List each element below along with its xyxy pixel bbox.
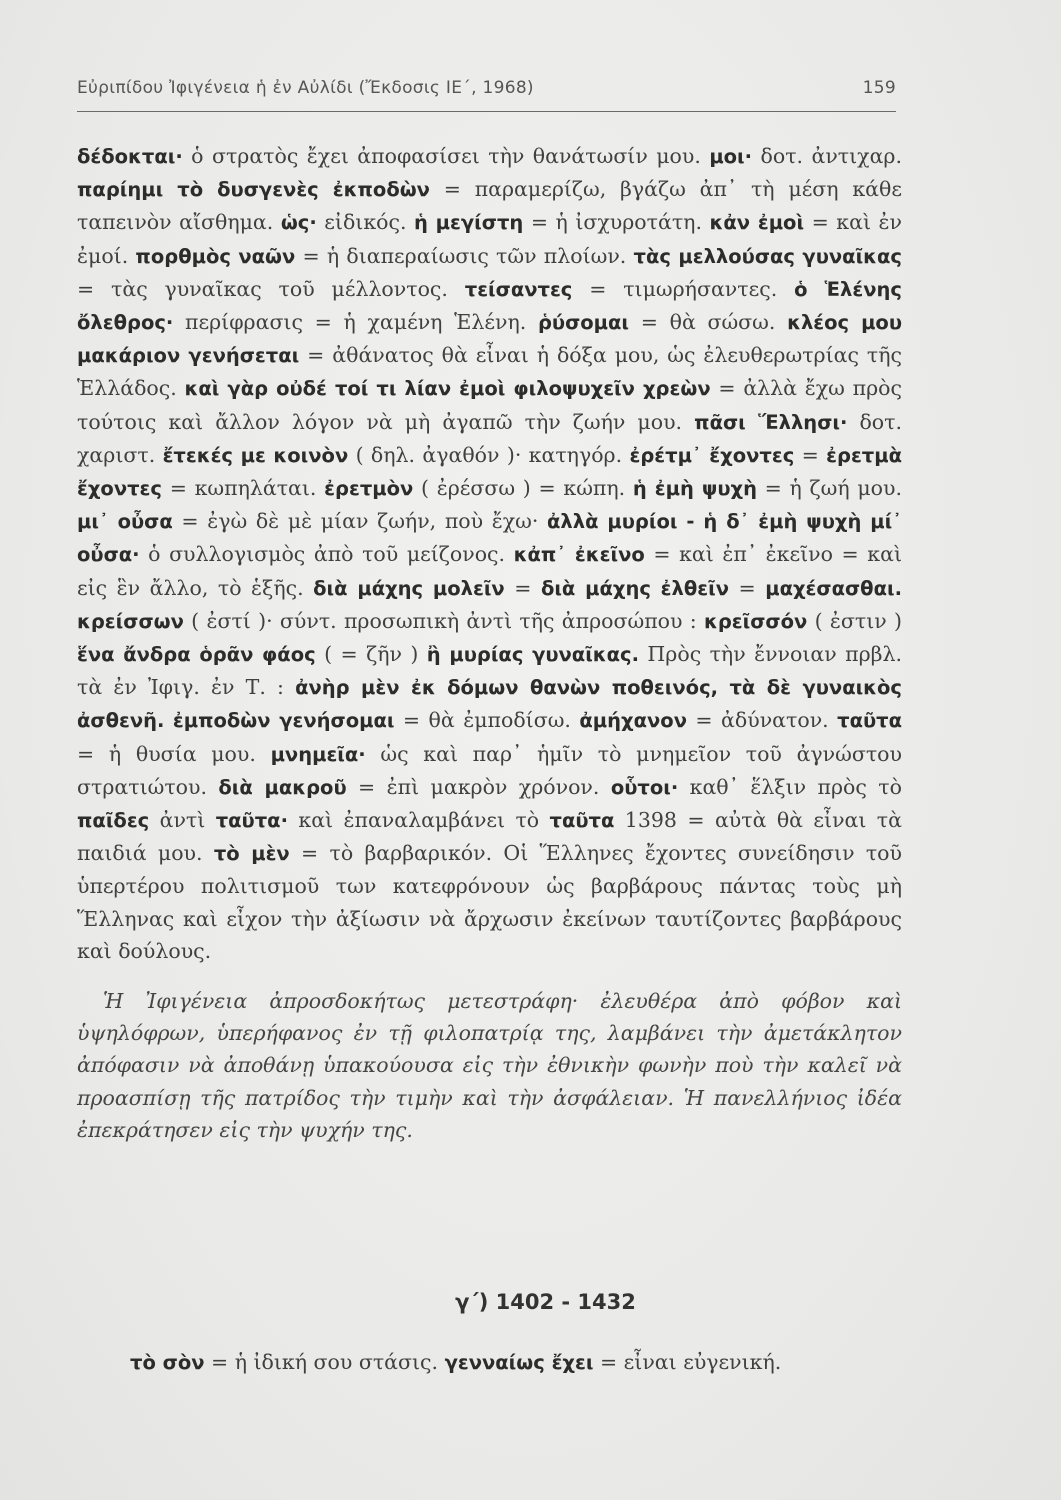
lemma-term: ἐρετμὰ ἔχοντες [77, 443, 902, 501]
gloss-text: = κωπηλάται. [161, 476, 325, 501]
lemma-term: διὰ μακροῦ [218, 775, 347, 799]
gloss-text: καὶ ἐπαναλαμβάνει τὸ [287, 808, 550, 833]
running-header [77, 78, 896, 104]
lemma-term: μι᾽ οὖσα [77, 510, 173, 534]
gloss-text: = ἡ διαπεραίωσις τῶν πλοίων. [295, 243, 634, 268]
gloss-text: = θὰ σώσω. [629, 310, 788, 335]
lemma-term: καὶ γὰρ οὐδέ τοί τι λίαν ἐμοὶ φιλοψυχεῖν χρεὼν [184, 377, 711, 401]
lemma-term: παῖδες [77, 809, 150, 833]
lemma-term: κἀν ἐμοὶ [709, 211, 805, 235]
gloss-text: καθ᾽ ἕλξιν πρὸς τὸ [678, 774, 902, 799]
lemma-term: ταῦτα [837, 709, 902, 733]
gloss-text: ( ἐστιν ) [807, 608, 902, 633]
lemma-term: τὸ σὸν [130, 1351, 205, 1374]
gloss-text: ὡς καὶ παρ᾽ ἡμῖν τὸ μνημεῖον τοῦ ἀγνώστου στρατιώτου. [77, 741, 902, 799]
gloss-text: = ἐγὼ δὲ μὲ μίαν ζωήν, ποὺ ἔχω· [172, 509, 548, 534]
gloss-text: = ἡ ἰσχυροτάτη. [523, 210, 710, 235]
gloss-text: = καὶ ἐπ᾽ ἐκεῖνο = καὶ εἰς ἓν ἄλλο, τὸ ἑξῆς. [77, 542, 902, 600]
gloss-text: ( ἐρέσσω ) = κώπη. [413, 476, 633, 501]
lemma-term: ἐρετμὸν [324, 477, 414, 501]
gloss-text: ( = ζῆν ) [315, 642, 427, 667]
lemma-term: ταῦτα [549, 809, 615, 833]
lemma-term: ὁ Ἑλένης ὄλεθρος· [77, 277, 902, 335]
lemma-term: ἀλλὰ μυρίοι - ἡ δ᾽ ἐμὴ ψυχὴ μί᾽ οὖσα· [77, 510, 902, 567]
gloss-text [164, 708, 172, 732]
gloss-text: = [504, 575, 541, 600]
gloss-text: = ἀλλὰ ἔχω πρὸς τούτοις καὶ ἄλλον λόγον νὰ μὴ ἀγαπῶ τὴν ζωήν μου. [77, 376, 903, 434]
gloss-text: 1398 = αὐτὰ θὰ εἶναι τὰ παιδιά μου. [77, 808, 902, 866]
gloss-text: ( ἐστί )· σύντ. προσωπικὴ ἀντὶ τῆς ἀπροσώπου : [183, 608, 704, 633]
lemma-term: ἀνὴρ μὲν ἐκ δόμων θανὼν ποθεινός, τὰ δὲ γυναικὸς ἀσθενῆ. [77, 676, 902, 733]
lemma-term: διὰ μάχης ἐλθεῖν [540, 576, 730, 600]
lemma-term: ἕνα ἄνδρα ὁρᾶν φάος [77, 643, 316, 667]
lemma-term: μοι· [709, 145, 753, 168]
lemma-term: ἢ μυρίας γυναῖκας. [426, 643, 640, 667]
gloss-text: = τιμωρήσαντες. [572, 276, 795, 301]
lemma-term: ταῦτα· [215, 809, 288, 833]
gloss-text: = ἡ ἰδική σου στάσις. [204, 1350, 445, 1374]
lemma-term: ἐμποδὼν γενήσομαι [172, 709, 395, 733]
lemma-term: διὰ μάχης μολεῖν [313, 576, 505, 600]
lemma-term: ἀμήχανον [579, 709, 687, 733]
lemma-term: κλέος μου μακάριον γενήσεται [77, 311, 902, 368]
gloss-text: = τὸ βαρβαρικόν. Οἱ Ἕλληνες ἔχοντες συνείδησιν τοῦ ὑπερτέρου πολιτισμοῦ των κατεφρόνουν ὡς βαρβάρους πάντας τοὺς μὴ Ἕλληνας καὶ εἶχον τὴν ἀξίωσιν νὰ ἄρχωσιν ἐκείνων ταυτίζοντες βαρβάρους καὶ δούλους. [77, 841, 902, 963]
gloss-text: = τὰς γυναῖκας τοῦ μέλλοντος. [77, 276, 465, 301]
gloss-text: περίφρασις = ἡ χαμένη Ἑλένη. [173, 310, 538, 335]
lemma-term: δέδοκται· [77, 145, 183, 168]
lemma-term: μνημεῖα· [270, 742, 366, 766]
lemma-term: οὗτοι· [610, 775, 679, 799]
gloss-text: δοτ. χαριστ. [77, 409, 903, 467]
gloss-text: ὁ στρατὸς ἔχει ἀποφασίσει τὴν θανάτωσίν μου. [182, 144, 710, 168]
gloss-text: = ἐπὶ μακρὸν χρόνον. [346, 774, 611, 799]
italic-summary-paragraph: Ἡ Ἰφιγένεια ἀπροσδοκήτως μετεστράφη· ἐλευθέρα ἀπὸ φόβον καὶ ὑψηλόφρων, ὑπερήφανος ἐν τῇ φιλοπατρίᾳ της, λαμβάνει τὴν ἀμετάκλητον ἀπόφασιν νὰ ἀποθάνῃ ὑπακούουσα εἰς τὴν ἐθνικὴν φωνὴν ποὺ τὴν καλεῖ νὰ προασπίσῃ τῆς πατρίδος τὴν τιμὴν καὶ τὴν ἀσφάλειαν. Ἡ πανελλήνιος ἰδέα ἐπεκράτησεν εἰς τὴν ψυχήν της. [77, 989, 902, 1142]
gloss-text: = καὶ ἐν ἐμοί. [77, 210, 902, 268]
gloss-text: = ἡ θυσία μου. [77, 741, 271, 766]
lemma-term: ὡς· [280, 211, 317, 235]
lemma-term: κρεῖσσόν [703, 609, 808, 633]
gloss-text: = ἀδύνατον. [686, 708, 838, 733]
gloss-text: Πρὸς τὴν ἔννοιαν πρβλ. τὰ ἐν Ἰφιγ. ἐν Τ. : [77, 642, 903, 700]
header-rule [77, 111, 896, 112]
gloss-text: = θὰ ἐμποδίσω. [394, 708, 580, 733]
lemma-term: τείσαντες [464, 277, 573, 301]
commentary-body [77, 140, 902, 1146]
gloss-text: ἀντὶ [149, 808, 216, 833]
lemma-term: ἡ μεγίστη [414, 211, 524, 235]
lemma-term: πᾶσι Ἕλλησι· [694, 410, 848, 434]
gloss-text: = [729, 575, 766, 600]
lemma-term: τὸ μὲν [213, 842, 290, 866]
lemma-term: πορθμὸς ναῶν [135, 244, 296, 268]
gloss-text: = εἶναι εὐγενική. [593, 1350, 782, 1374]
page-number: 159 [862, 78, 896, 98]
lemma-term: ἔτεκές με κοινὸν [162, 443, 349, 467]
lemma-term: παρίημι τὸ δυσγενὲς ἐκποδὼν [77, 178, 430, 202]
commentary-paragraph [77, 140, 902, 967]
final-commentary-line [130, 1350, 905, 1374]
gloss-text: εἰδικός. [316, 210, 414, 235]
gloss-text: = [794, 442, 827, 467]
lemma-term: ἐρέτμ᾽ ἔχοντες [629, 443, 795, 467]
lemma-term: κἀπ᾽ ἐκεῖνο [513, 543, 645, 567]
lemma-term: ἡ ἐμὴ ψυχὴ [632, 477, 757, 501]
section-heading: γ΄) 1402 - 1432 [455, 1290, 636, 1314]
gloss-text: = παραμερίζω, βγάζω ἀπ᾽ τὴ μέση κάθε ταπεινὸν αἴσθημα. [77, 177, 902, 235]
gloss-text: δοτ. ἀντιχαρ. [752, 144, 902, 168]
lemma-term: τὰς μελλούσας γυναῖκας [633, 244, 902, 268]
lemma-term: ῥύσομαι [537, 311, 630, 335]
lemma-term: μαχέσασθαι. κρείσσων [77, 576, 902, 633]
gloss-text: = ἡ ζωή μου. [756, 476, 903, 501]
gloss-text: ὁ συλλογισμὸς ἀπὸ τοῦ μείζονος. [139, 542, 514, 567]
lemma-term: γενναίως ἔχει [444, 1351, 594, 1374]
gloss-text: = ἀθάνατος θὰ εἶναι ἡ δόξα μου, ὡς ἐλευθερωτρίας τῆς Ἑλλάδος. [77, 343, 902, 401]
gloss-text: ( δηλ. ἀγαθόν )· κατηγόρ. [348, 442, 630, 467]
running-title: Εὐριπίδου Ἰφιγένεια ἡ ἐν Αὐλίδι (Ἔκδοσις ΙΕ΄, 1968) [77, 78, 534, 98]
